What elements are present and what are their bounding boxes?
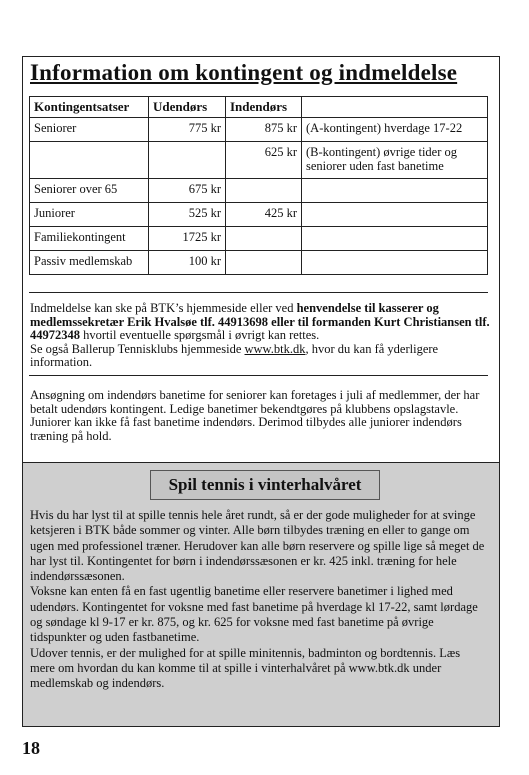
application-paragraph <box>30 389 490 443</box>
website-link[interactable]: www.btk.dk <box>244 341 306 356</box>
table-header-cell: Udendørs <box>149 97 226 118</box>
table-cell <box>302 251 488 275</box>
table-cell: Seniorer <box>30 118 149 142</box>
registration-paragraph <box>30 302 490 370</box>
other-sports-paragraph: Udover tennis, er der mulighed for at spille minitennis, badminton og bordtennis. Læs mere om hvordan du kan komme til at spille i vinterhalvåret på www.btk.dk under medlemskab og indendørs. <box>30 645 461 691</box>
table-cell: Familiekontingent <box>30 227 149 251</box>
table-cell: Juniorer <box>30 203 149 227</box>
application-text: Ansøgning om indendørs banetime for seniorer kan foretages i juli af medlemmer, der har betalt udendørs kontingent. Ledige banetimer bekendtgøres på klubbens opslagstavle. <box>30 388 480 416</box>
table-cell <box>302 179 488 203</box>
table-header-cell: Indendørs <box>226 97 302 118</box>
table-row <box>30 227 488 251</box>
table-cell: Seniorer over 65 <box>30 179 149 203</box>
adults-paragraph: Voksne kan enten få en fast ugentlig banetime eller reservere banetimer i lighed med udendørs. Kontingentet for voksne med fast banetime på hverdage kl 17-22, samt lørdage og søndage kl 9-17 er kr. 875, og kr. 625 for voksne med fast banetime på øvrige tidspunkter og uden fastbanetime. <box>30 584 478 645</box>
registration-text: hvortil eventuelle spørgsmål i øvrigt kan rettes. <box>80 328 320 342</box>
page-number: 18 <box>22 738 40 758</box>
table-cell <box>226 251 302 275</box>
table-cell: (A-kontingent) hverdage 17-22 <box>302 118 488 142</box>
table-cell: 675 kr <box>149 179 226 203</box>
table-cell: 100 kr <box>149 251 226 275</box>
table-header-cell: Kontingentsatser <box>30 97 149 118</box>
registration-text: Indmeldelse kan ske på BTK’s hjemmeside eller ved <box>30 301 297 315</box>
table-cell: 625 kr <box>226 142 302 179</box>
membership-fee-table <box>29 96 488 275</box>
website-text: Se også Ballerup Tennisklubs hjemmeside <box>30 341 245 356</box>
table-cell: (B-kontingent) øvrige tider og seniorer uden fast banetime <box>302 142 488 179</box>
winter-tennis-text <box>30 508 486 692</box>
junior-text: Juniorer kan ikke få fast banetime indendørs. Derimod tilbydes alle juniorer indendørs træning på hold. <box>30 415 462 443</box>
contact-details: henvendelse til kasserer og medlemssekretær Erik Hvalsøe tlf. 44913698 eller til formanden Kurt Christiansen tlf. 44972348 <box>30 301 490 342</box>
winter-tennis-heading: Spil tennis i vinterhalvåret <box>150 470 380 500</box>
table-cell <box>302 227 488 251</box>
table-cell <box>149 142 226 179</box>
table-cell: 875 kr <box>226 118 302 142</box>
website-text: , hvor du kan få yderligere information. <box>30 341 439 369</box>
table-cell: 775 kr <box>149 118 226 142</box>
table-row <box>30 179 488 203</box>
table-cell <box>226 227 302 251</box>
table-cell <box>302 203 488 227</box>
section-divider <box>29 375 488 376</box>
table-cell <box>226 179 302 203</box>
page-title: Information om kontingent og indmeldelse <box>30 60 458 85</box>
table-row <box>30 251 488 275</box>
table-cell: 425 kr <box>226 203 302 227</box>
table-row <box>30 203 488 227</box>
table-cell: 525 kr <box>149 203 226 227</box>
children-paragraph: Hvis du har lyst til at spille tennis hele året rundt, så er der gode muligheder for at svinge ketsjeren i BTK både sommer og vinter. Alle børn tilbydes træning en eller to gange om ugen med professionel træner. Herudover kan alle børn reservere og spille lige så meget de har lyst til. Kontingentet for børn i indendørssæsonen er kr. 425 inkl. træning for hele indendørssæsonen. <box>30 508 485 584</box>
table-header-cell <box>302 97 488 118</box>
table-cell: 1725 kr <box>149 227 226 251</box>
table-cell <box>30 142 149 179</box>
table-header-row <box>30 97 488 118</box>
section-divider <box>29 292 488 293</box>
table-row <box>30 142 488 179</box>
table-row <box>30 118 488 142</box>
table-cell: Passiv medlemskab <box>30 251 149 275</box>
